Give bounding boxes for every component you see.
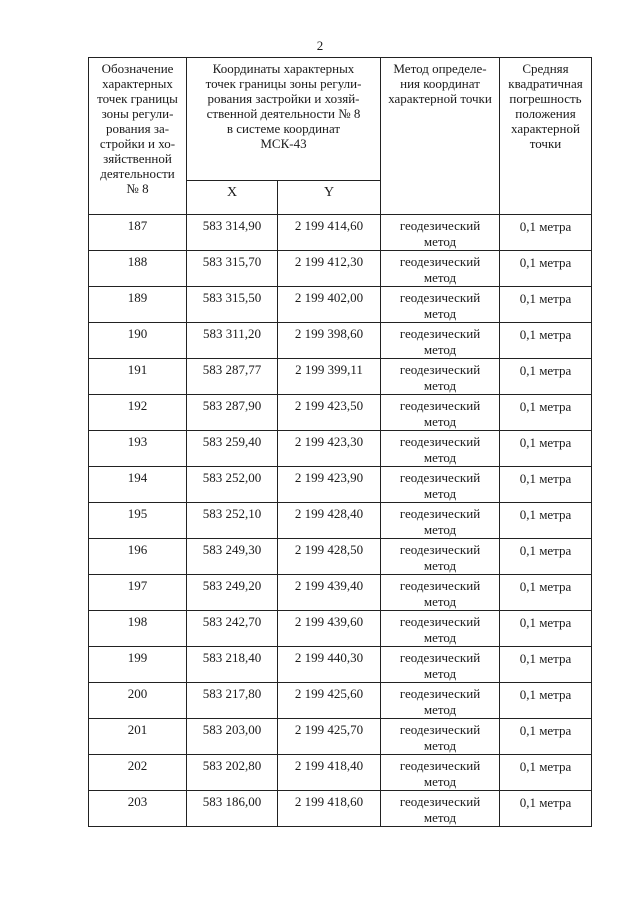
cell-x bbox=[187, 755, 278, 791]
cell-x bbox=[187, 647, 278, 683]
cell-x bbox=[187, 575, 278, 611]
cell-error bbox=[500, 431, 592, 467]
cell-point bbox=[89, 503, 187, 539]
table-row bbox=[89, 431, 592, 467]
cell-y-text: 2 199 423,90 bbox=[294, 470, 364, 485]
cell-method-text: геодезический метод bbox=[399, 614, 481, 645]
cell-x-text: 583 203,00 bbox=[202, 722, 262, 737]
cell-x-text: 583 249,20 bbox=[202, 578, 262, 593]
header-error bbox=[500, 58, 592, 215]
cell-y bbox=[278, 251, 381, 287]
cell-x bbox=[187, 467, 278, 503]
cell-y bbox=[278, 755, 381, 791]
table-row bbox=[89, 395, 592, 431]
header-x-text: X bbox=[226, 185, 238, 200]
table-row bbox=[89, 215, 592, 251]
cell-x-text: 583 249,30 bbox=[202, 542, 262, 557]
cell-method-text: геодезический метод bbox=[399, 398, 481, 429]
table-row bbox=[89, 683, 592, 719]
cell-point bbox=[89, 647, 187, 683]
cell-x bbox=[187, 611, 278, 647]
cell-y bbox=[278, 575, 381, 611]
cell-y-text: 2 199 425,70 bbox=[294, 722, 364, 737]
table-row bbox=[89, 647, 592, 683]
cell-method bbox=[381, 539, 500, 575]
header-x bbox=[187, 181, 278, 215]
cell-y bbox=[278, 323, 381, 359]
cell-point bbox=[89, 215, 187, 251]
cell-error-text: 0,1 метра bbox=[519, 363, 572, 378]
cell-error bbox=[500, 647, 592, 683]
cell-point-text: 187 bbox=[127, 218, 148, 233]
cell-method bbox=[381, 611, 500, 647]
cell-method-text: геодезический метод bbox=[399, 434, 481, 465]
cell-y-text: 2 199 398,60 bbox=[294, 326, 364, 341]
table-row bbox=[89, 359, 592, 395]
cell-y bbox=[278, 611, 381, 647]
cell-error-text: 0,1 метра bbox=[519, 255, 572, 270]
cell-point-text: 193 bbox=[127, 434, 148, 449]
cell-error-text: 0,1 метра bbox=[519, 435, 572, 450]
cell-y-text: 2 199 402,00 bbox=[294, 290, 364, 305]
cell-point-text: 203 bbox=[127, 794, 148, 809]
cell-y-text: 2 199 418,40 bbox=[294, 758, 364, 773]
cell-method bbox=[381, 215, 500, 251]
cell-method bbox=[381, 755, 500, 791]
header-method-text: Метод определе- ния координат характерной точки bbox=[388, 61, 492, 106]
cell-x bbox=[187, 359, 278, 395]
table-row bbox=[89, 323, 592, 359]
cell-point-text: 199 bbox=[127, 650, 148, 665]
cell-x bbox=[187, 719, 278, 755]
cell-method-text: геодезический метод bbox=[399, 254, 481, 285]
cell-y-text: 2 199 423,30 bbox=[294, 434, 364, 449]
cell-point-text: 195 bbox=[127, 506, 148, 521]
cell-point-text: 202 bbox=[127, 758, 148, 773]
cell-method bbox=[381, 503, 500, 539]
cell-method-text: геодезический метод bbox=[399, 218, 481, 249]
cell-method bbox=[381, 431, 500, 467]
cell-y-text: 2 199 425,60 bbox=[294, 686, 364, 701]
cell-x-text: 583 217,80 bbox=[202, 686, 262, 701]
cell-x-text: 583 218,40 bbox=[202, 650, 262, 665]
table-row bbox=[89, 791, 592, 827]
cell-y-text: 2 199 418,60 bbox=[294, 794, 364, 809]
cell-x-text: 583 287,90 bbox=[202, 398, 262, 413]
cell-error-text: 0,1 метра bbox=[519, 507, 572, 522]
cell-method bbox=[381, 251, 500, 287]
cell-method bbox=[381, 647, 500, 683]
cell-point bbox=[89, 755, 187, 791]
cell-point-text: 191 bbox=[127, 362, 148, 377]
cell-y-text: 2 199 412,30 bbox=[294, 254, 364, 269]
cell-point-text: 197 bbox=[127, 578, 148, 593]
header-method bbox=[381, 58, 500, 215]
cell-x bbox=[187, 395, 278, 431]
table-row bbox=[89, 611, 592, 647]
cell-error-text: 0,1 метра bbox=[519, 543, 572, 558]
cell-error bbox=[500, 683, 592, 719]
cell-point-text: 192 bbox=[127, 398, 148, 413]
cell-error bbox=[500, 575, 592, 611]
cell-point bbox=[89, 467, 187, 503]
cell-x-text: 583 287,77 bbox=[202, 362, 262, 377]
page-number: 2 bbox=[316, 38, 324, 53]
cell-x bbox=[187, 287, 278, 323]
cell-method-text: геодезический метод bbox=[399, 470, 481, 501]
cell-x-text: 583 314,90 bbox=[202, 218, 262, 233]
header-coordinates bbox=[187, 58, 381, 181]
cell-method-text: геодезический метод bbox=[399, 758, 481, 789]
cell-point-text: 200 bbox=[127, 686, 148, 701]
cell-error bbox=[500, 503, 592, 539]
cell-x-text: 583 252,10 bbox=[202, 506, 262, 521]
cell-y bbox=[278, 395, 381, 431]
cell-method bbox=[381, 287, 500, 323]
cell-point-text: 188 bbox=[127, 254, 148, 269]
table-row bbox=[89, 755, 592, 791]
cell-error-text: 0,1 метра bbox=[519, 651, 572, 666]
table-row bbox=[89, 575, 592, 611]
header-coordinates-text: Координаты характерных точек границы зоны регули- рования застройки и хозяй- ственной деятельности № 8 в системе координат МСК-43 bbox=[205, 61, 362, 151]
cell-x-text: 583 242,70 bbox=[202, 614, 262, 629]
cell-method bbox=[381, 359, 500, 395]
cell-error-text: 0,1 метра bbox=[519, 759, 572, 774]
cell-method bbox=[381, 575, 500, 611]
cell-method bbox=[381, 683, 500, 719]
cell-x-text: 583 186,00 bbox=[202, 794, 262, 809]
cell-method-text: геодезический метод bbox=[399, 506, 481, 537]
table-row bbox=[89, 503, 592, 539]
cell-y-text: 2 199 428,50 bbox=[294, 542, 364, 557]
cell-point bbox=[89, 611, 187, 647]
cell-method-text: геодезический метод bbox=[399, 722, 481, 753]
cell-y bbox=[278, 215, 381, 251]
cell-x bbox=[187, 791, 278, 827]
cell-point-text: 189 bbox=[127, 290, 148, 305]
cell-y-text: 2 199 399,11 bbox=[295, 362, 363, 377]
cell-point bbox=[89, 539, 187, 575]
cell-method-text: геодезический метод bbox=[399, 290, 481, 321]
cell-error-text: 0,1 метра bbox=[519, 687, 572, 702]
cell-point bbox=[89, 395, 187, 431]
cell-y bbox=[278, 359, 381, 395]
cell-x bbox=[187, 503, 278, 539]
header-y-text: Y bbox=[323, 185, 335, 200]
cell-method-text: геодезический метод bbox=[399, 650, 481, 681]
table-row bbox=[89, 467, 592, 503]
cell-x bbox=[187, 251, 278, 287]
cell-y-text: 2 199 439,40 bbox=[294, 578, 364, 593]
header-point-designation-text: Обозначение характерных точек границы зоны регули- рования за- стройки и хо- зяйственной деятельности № 8 bbox=[97, 61, 178, 196]
cell-error-text: 0,1 метра bbox=[519, 399, 572, 414]
cell-y-text: 2 199 439,60 bbox=[294, 614, 364, 629]
header-point-designation bbox=[89, 58, 187, 215]
cell-error bbox=[500, 791, 592, 827]
cell-error bbox=[500, 539, 592, 575]
cell-error-text: 0,1 метра bbox=[519, 219, 572, 234]
cell-method bbox=[381, 323, 500, 359]
header-error-text: Средняя квадратичная погрешность положения характерной точки bbox=[508, 61, 583, 151]
cell-method-text: геодезический метод bbox=[399, 794, 481, 825]
cell-x-text: 583 202,80 bbox=[202, 758, 262, 773]
table-row bbox=[89, 251, 592, 287]
cell-y bbox=[278, 287, 381, 323]
cell-point bbox=[89, 251, 187, 287]
cell-method-text: геодезический метод bbox=[399, 578, 481, 609]
cell-x bbox=[187, 215, 278, 251]
cell-error-text: 0,1 метра bbox=[519, 795, 572, 810]
cell-error-text: 0,1 метра bbox=[519, 615, 572, 630]
cell-y bbox=[278, 431, 381, 467]
cell-error bbox=[500, 395, 592, 431]
cell-error bbox=[500, 719, 592, 755]
cell-point bbox=[89, 683, 187, 719]
table-row bbox=[89, 287, 592, 323]
cell-y bbox=[278, 647, 381, 683]
cell-y bbox=[278, 503, 381, 539]
cell-point bbox=[89, 431, 187, 467]
cell-error bbox=[500, 215, 592, 251]
cell-y bbox=[278, 539, 381, 575]
cell-method bbox=[381, 467, 500, 503]
cell-point bbox=[89, 791, 187, 827]
cell-x bbox=[187, 323, 278, 359]
cell-point bbox=[89, 323, 187, 359]
cell-y-text: 2 199 423,50 bbox=[294, 398, 364, 413]
cell-error-text: 0,1 метра bbox=[519, 327, 572, 342]
cell-error bbox=[500, 755, 592, 791]
cell-point-text: 196 bbox=[127, 542, 148, 557]
cell-y-text: 2 199 428,40 bbox=[294, 506, 364, 521]
cell-error bbox=[500, 359, 592, 395]
cell-error-text: 0,1 метра bbox=[519, 291, 572, 306]
table-row bbox=[89, 719, 592, 755]
cell-y bbox=[278, 791, 381, 827]
cell-y bbox=[278, 719, 381, 755]
cell-method bbox=[381, 791, 500, 827]
cell-x-text: 583 259,40 bbox=[202, 434, 262, 449]
cell-x bbox=[187, 539, 278, 575]
cell-error bbox=[500, 323, 592, 359]
cell-point bbox=[89, 719, 187, 755]
cell-error bbox=[500, 467, 592, 503]
cell-point-text: 194 bbox=[127, 470, 148, 485]
cell-error bbox=[500, 287, 592, 323]
cell-x bbox=[187, 431, 278, 467]
cell-y bbox=[278, 467, 381, 503]
cell-point-text: 190 bbox=[127, 326, 148, 341]
cell-method-text: геодезический метод bbox=[399, 542, 481, 573]
cell-y-text: 2 199 440,30 bbox=[294, 650, 364, 665]
cell-point-text: 201 bbox=[127, 722, 148, 737]
cell-error-text: 0,1 метра bbox=[519, 579, 572, 594]
cell-error bbox=[500, 251, 592, 287]
cell-point-text: 198 bbox=[127, 614, 148, 629]
table-row bbox=[89, 539, 592, 575]
cell-method bbox=[381, 395, 500, 431]
cell-point bbox=[89, 359, 187, 395]
cell-error-text: 0,1 метра bbox=[519, 471, 572, 486]
table-body bbox=[89, 215, 592, 827]
cell-method-text: геодезический метод bbox=[399, 686, 481, 717]
cell-x-text: 583 311,20 bbox=[202, 326, 262, 341]
cell-error bbox=[500, 611, 592, 647]
cell-y bbox=[278, 683, 381, 719]
coordinates-table bbox=[88, 57, 592, 827]
cell-x-text: 583 315,50 bbox=[202, 290, 262, 305]
cell-error-text: 0,1 метра bbox=[519, 723, 572, 738]
cell-y-text: 2 199 414,60 bbox=[294, 218, 364, 233]
cell-point bbox=[89, 287, 187, 323]
cell-method-text: геодезический метод bbox=[399, 362, 481, 393]
cell-x-text: 583 315,70 bbox=[202, 254, 262, 269]
cell-x bbox=[187, 683, 278, 719]
cell-x-text: 583 252,00 bbox=[202, 470, 262, 485]
header-y bbox=[278, 181, 381, 215]
cell-method bbox=[381, 719, 500, 755]
cell-method-text: геодезический метод bbox=[399, 326, 481, 357]
cell-point bbox=[89, 575, 187, 611]
